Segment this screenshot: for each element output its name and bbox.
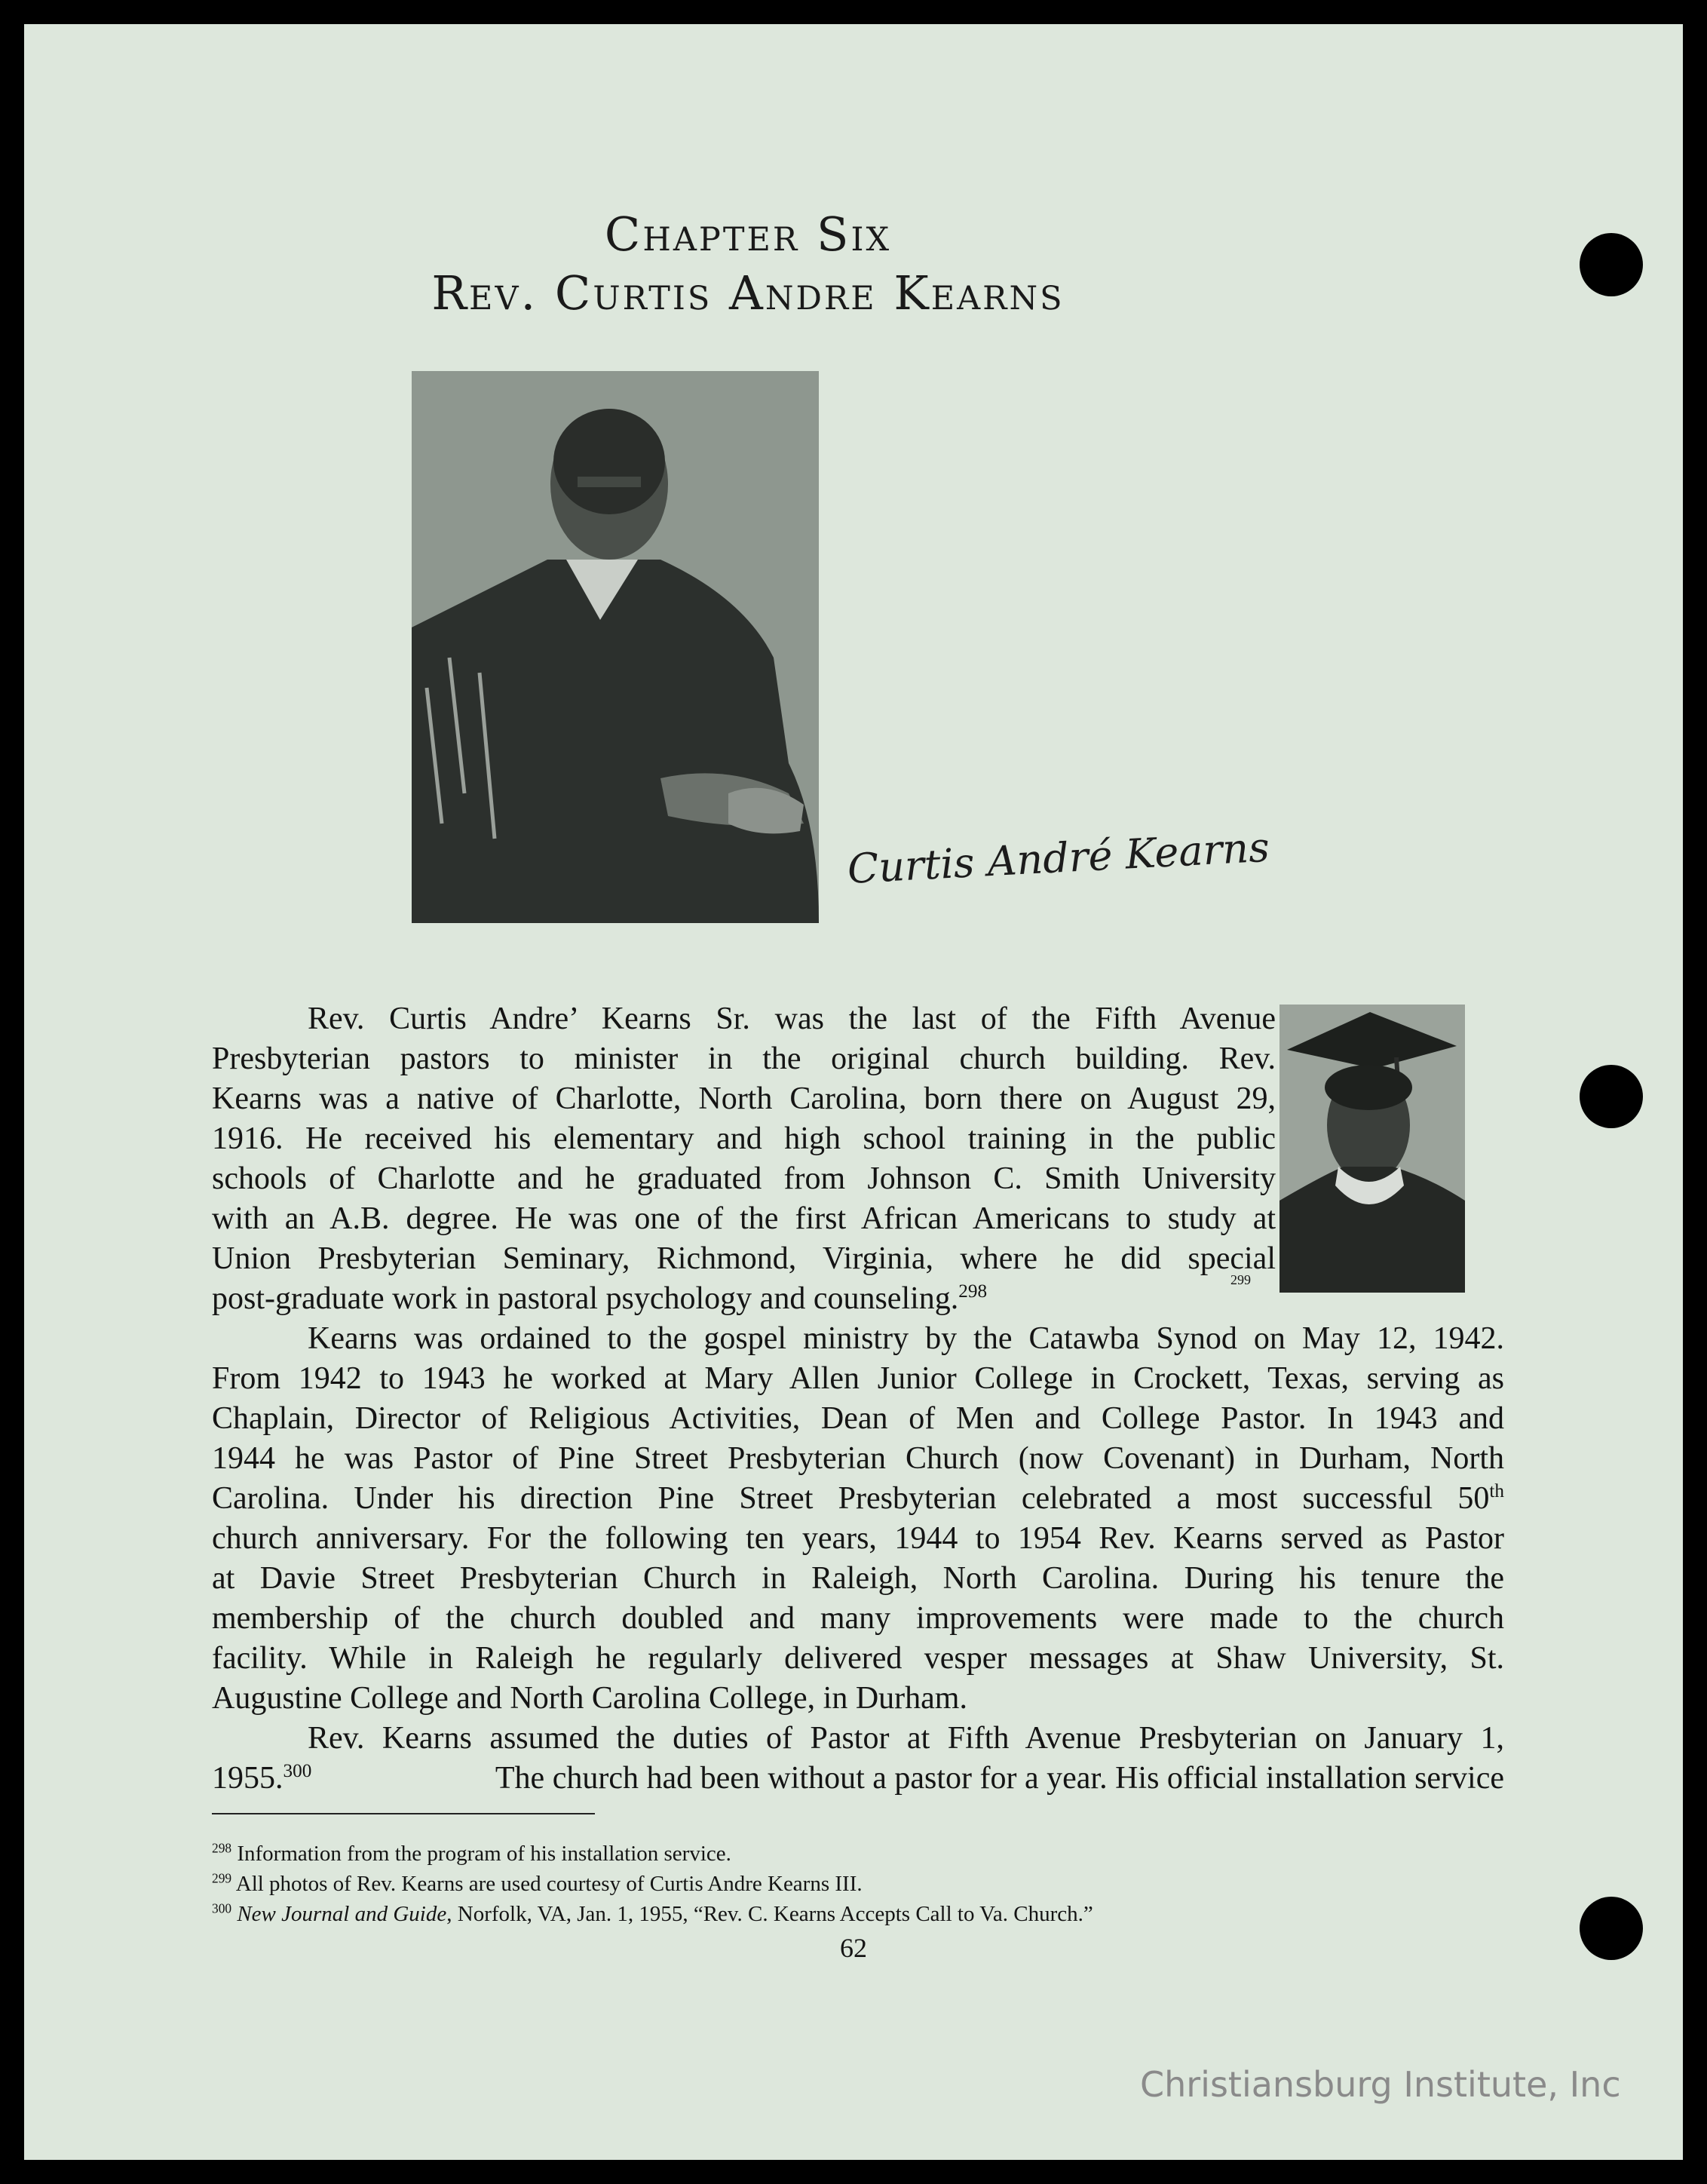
body-line: Rev. Kearns assumed the duties of Pastor at Fifth Avenue Presbyterian on January 1,: [308, 1721, 1504, 1756]
body-line: schools of Charlotte and he graduated from Johnson C. Smith University: [212, 1161, 1276, 1196]
body-line: Carolina. Under his direction Pine Street Presbyterian celebrated a most successful 50th: [212, 1481, 1504, 1516]
body-line: From 1942 to 1943 he worked at Mary Allen Junior College in Crockett, Texas, serving as: [212, 1361, 1504, 1396]
body-line: post-graduate work in pastoral psychology and counseling.$^{298}$: [212, 1281, 988, 1316]
signature: Curtis André Kearns: [846, 823, 1271, 893]
body-line: 1944 he was Pastor of Pine Street Presbyterian Church (now Covenant) in Durham, North: [212, 1441, 1504, 1476]
punch-hole-top: [1580, 233, 1643, 296]
portrait-photo-image: [412, 371, 819, 923]
document-page: [24, 24, 1683, 2160]
body-line: [212, 1762, 1504, 1794]
body-line: church anniversary. For the following ten years, 1944 to 1954 Rev. Kearns served as Pastor: [212, 1521, 1504, 1556]
chapter-subtitle: Rev. Curtis Andre Kearns: [431, 265, 1065, 321]
body-line: Rev. Curtis Andre’ Kearns Sr. was the last of the Fifth Avenue: [308, 1002, 1276, 1036]
body-text: 1955.$^{300}$: [212, 1761, 312, 1796]
footnote-300: $^{300}$ New Journal and Guide, Norfolk, VA, Jan. 1, 1955, “Rev. C. Kearns Accepts Call to Va. Church.”: [212, 1900, 1093, 1926]
chapter-title: Chapter Six: [604, 207, 892, 262]
watermark: Christiansburg Institute, Inc: [1140, 2064, 1621, 2105]
body-line: Kearns was a native of Charlotte, North Carolina, born there on August 29,: [212, 1081, 1276, 1116]
body-line: Augustine College and North Carolina College, in Durham.: [212, 1681, 967, 1716]
body-line: membership of the church doubled and many improvements were made to the church: [212, 1601, 1504, 1636]
body-text: The church had been without a pastor for a year. His official installation service: [495, 1761, 1504, 1796]
body-line: Presbyterian pastors to minister in the original church building. Rev.: [212, 1041, 1276, 1076]
portrait-photo: [412, 371, 819, 923]
body-line: 1916. He received his elementary and high school training in the public: [212, 1121, 1276, 1156]
punch-hole-middle: [1580, 1065, 1643, 1128]
superscript: th: [1489, 1481, 1504, 1502]
graduation-photo-image: [1279, 1005, 1465, 1293]
body-line: with an A.B. degree. He was one of the first African Americans to study at: [212, 1201, 1276, 1236]
body-line: Chaplain, Director of Religious Activities, Dean of Men and College Pastor. In 1943 and: [212, 1401, 1504, 1436]
footnote-298: $^{298}$ Information from the program of his installation service.: [212, 1840, 731, 1866]
footnote-299: $^{299}$ All photos of Rev. Kearns are used courtesy of Curtis Andre Kearns III.: [212, 1870, 863, 1896]
footnote-ref-300: 300: [283, 1761, 312, 1781]
photo-footnote-marker: 299: [1230, 1272, 1251, 1287]
body-line: Union Presbyterian Seminary, Richmond, Virginia, where he did special: [212, 1241, 1276, 1276]
graduation-photo: [1279, 1005, 1465, 1293]
body-line: at Davie Street Presbyterian Church in Raleigh, North Carolina. During his tenure the: [212, 1561, 1504, 1596]
footnote-rule: [212, 1813, 595, 1814]
body-line: facility. While in Raleigh he regularly delivered vesper messages at Shaw University, St.: [212, 1641, 1504, 1676]
body-line: Kearns was ordained to the gospel ministry by the Catawba Synod on May 12, 1942.: [308, 1321, 1504, 1356]
page-number: 62: [840, 1933, 867, 1963]
footnote-ref-298: 298: [958, 1281, 988, 1302]
